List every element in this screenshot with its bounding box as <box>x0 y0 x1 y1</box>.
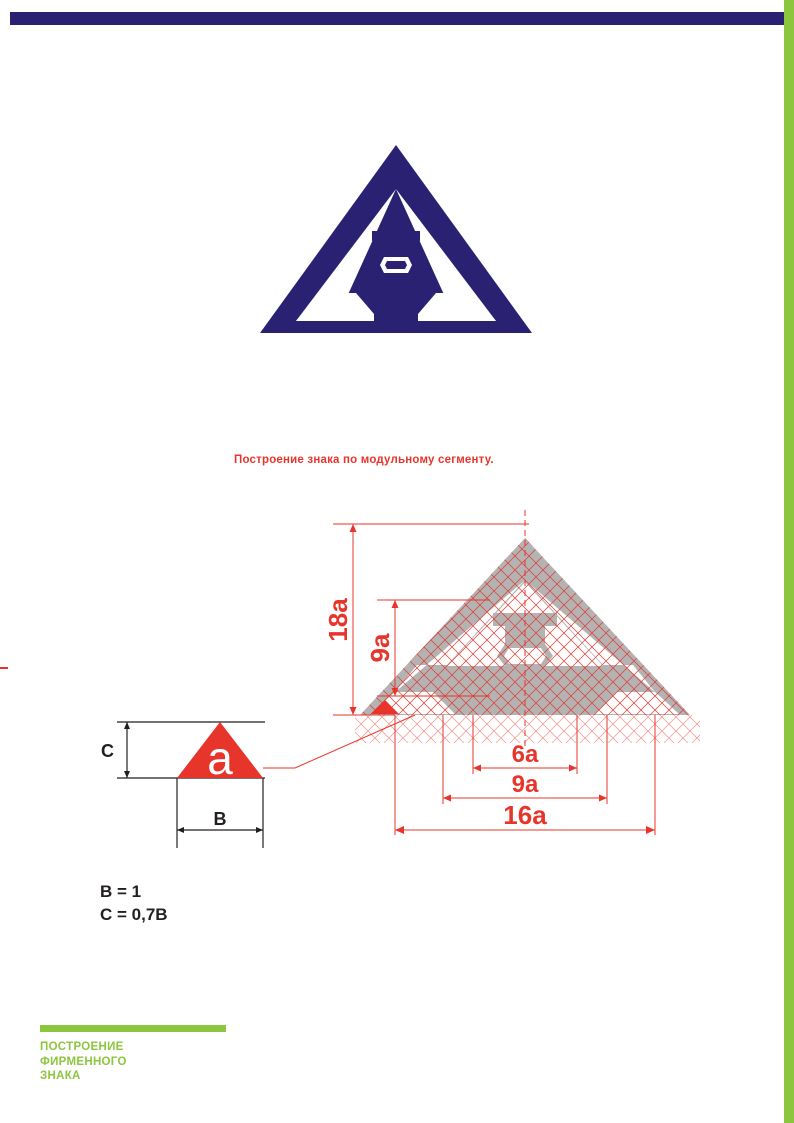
module-segment <box>177 722 263 784</box>
module-width-label: B <box>213 809 227 829</box>
construction-diagram <box>95 500 775 880</box>
footer-line-2: ФИРМЕННОГО <box>40 1055 127 1068</box>
module-height-label: C <box>101 741 114 761</box>
module-grid-extension <box>355 715 700 743</box>
dimension-9a-horizontal <box>443 771 607 802</box>
formula-b: B = 1 <box>100 882 142 901</box>
formula-c: C = 0,7B <box>100 905 168 924</box>
dimension-6a-label: 6a <box>511 741 539 768</box>
footer-line-1: ПОСТРОЕНИЕ <box>40 1041 124 1053</box>
dimension-16a <box>395 800 655 834</box>
footer-line-3: ЗНАКА <box>40 1070 81 1082</box>
dimension-18a-label: 18a <box>323 598 353 642</box>
footer-green-bar <box>40 1025 226 1032</box>
footer-title <box>40 1040 127 1084</box>
top-navy-bar <box>10 12 794 25</box>
formula-block <box>100 880 168 926</box>
dimension-6a <box>473 741 577 772</box>
right-green-rail <box>784 0 794 1123</box>
module-letter: a <box>207 732 233 784</box>
dimension-9a-horizontal-label: 9a <box>511 771 539 798</box>
left-red-tick <box>0 667 8 669</box>
module-width-dimension <box>177 778 263 848</box>
caption-text: Построение знака по модульному сегменту. <box>234 454 494 466</box>
dimension-9a-vertical-label: 9a <box>365 633 395 663</box>
dimension-16a-label: 16a <box>503 800 547 830</box>
logo-mark <box>260 145 532 335</box>
